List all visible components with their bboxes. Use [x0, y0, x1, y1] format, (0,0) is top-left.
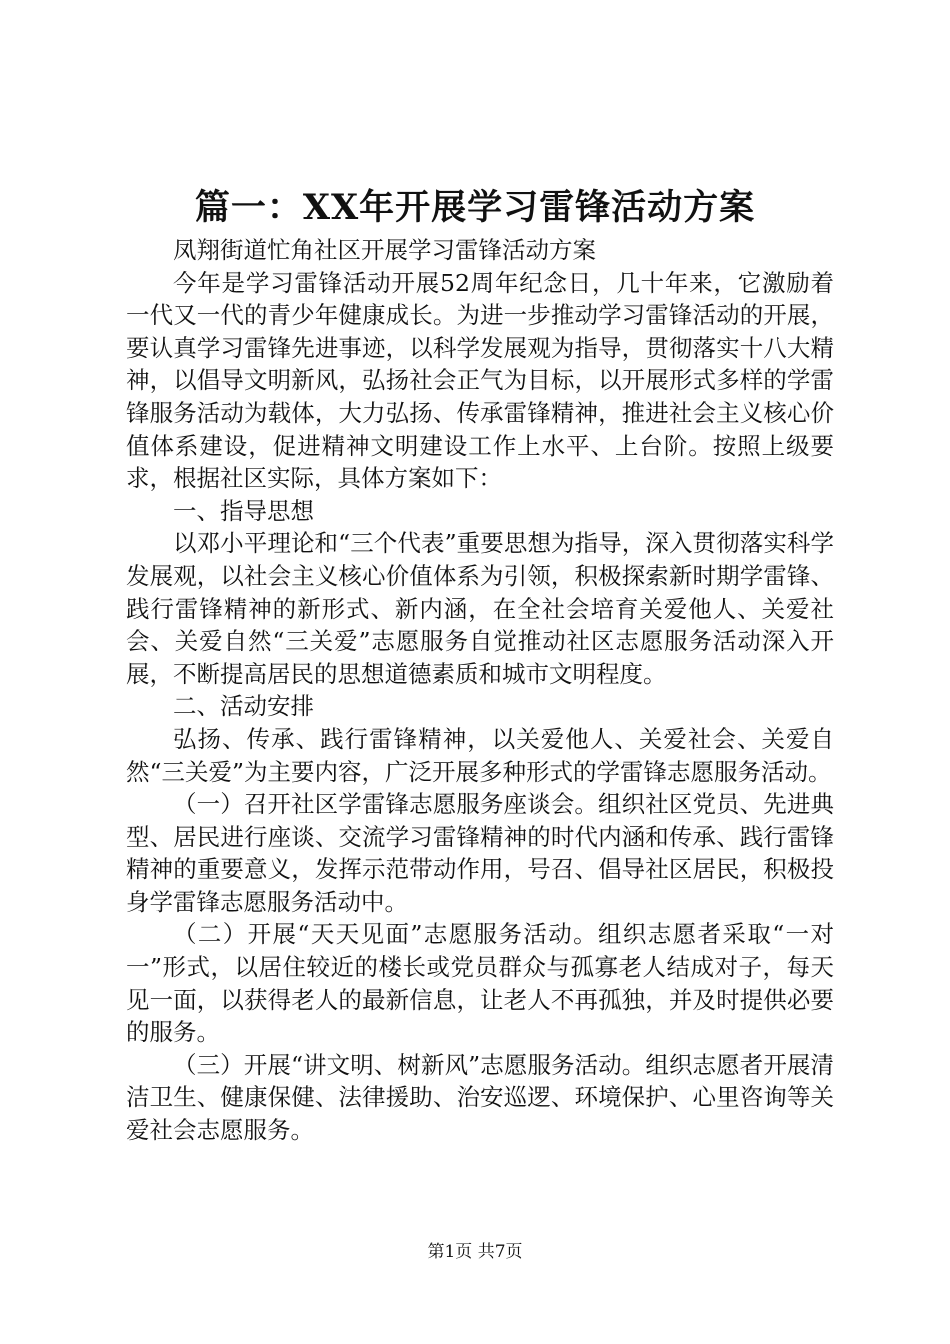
paragraph-item-3: （三）开展“讲文明、树新风”志愿服务活动。组织志愿者开展清洁卫生、健康保健、法律援助、治安巡逻、环境保护、心里咨询等关爱社会志愿服务。: [126, 1050, 834, 1145]
paragraph-activity-arrangement: 弘扬、传承、践行雷锋精神，以关爱他人、关爱社会、关爱自然“三关爱”为主要内容，广泛开展多种形式的学雷锋志愿服务活动。: [126, 724, 834, 786]
section-heading-guiding-ideology: 一、指导思想: [173, 496, 314, 525]
paragraph-guiding-ideology: 以邓小平理论和“三个代表”重要思想为指导，深入贯彻落实科学发展观，以社会主义核心价值体系为引领，积极探索新时期学雷锋、践行雷锋精神的新形式、新内涵，在全社会培育关爱他人、关爱社会、关爱自然“三关爱”志愿服务自觉推动社区志愿服务活动深入开展，不断提高居民的思想道德素质和城市文明程度。: [126, 529, 834, 688]
page-footer: 第1页 共7页: [427, 1242, 523, 1262]
paragraph-item-2: （二）开展“天天见面”志愿服务活动。组织志愿者采取“一对一”形式，以居住较近的楼长或党员群众与孤寡老人结成对子，每天见一面，以获得老人的最新信息，让老人不再孤独，并及时提供必要的服务。: [126, 920, 834, 1047]
paragraph-item-1: （一）召开社区学雷锋志愿服务座谈会。组织社区党员、先进典型、居民进行座谈、交流学习雷锋精神的时代内涵和传承、践行雷锋精神的重要意义，发挥示范带动作用，号召、倡导社区居民，积极投身学雷锋志愿服务活动中。: [126, 790, 834, 916]
paragraph-subtitle: 凤翔街道忙角社区开展学习雷锋活动方案: [173, 236, 596, 264]
document-title: 篇一：XX年开展学习雷锋活动方案: [194, 187, 756, 228]
section-heading-activity-arrangement: 二、活动安排: [173, 692, 314, 721]
document-body: [126, 234, 834, 1147]
paragraph-intro: 今年是学习雷锋活动开展52周年纪念日，几十年来，它激励着一代又一代的青少年健康成长。为进一步推动学习雷锋活动的开展，要认真学习雷锋先进事迹，以科学发展观为指导，贯彻落实十八大精神，以倡导文明新风，弘扬社会正气为目标，以开展形式多样的学雷锋服务活动为载体，大力弘扬、传承雷锋精神，推进社会主义核心价值体系建设，促进精神文明建设工作上水平、上台阶。按照上级要求，根据社区实际，具体方案如下：: [126, 268, 834, 493]
